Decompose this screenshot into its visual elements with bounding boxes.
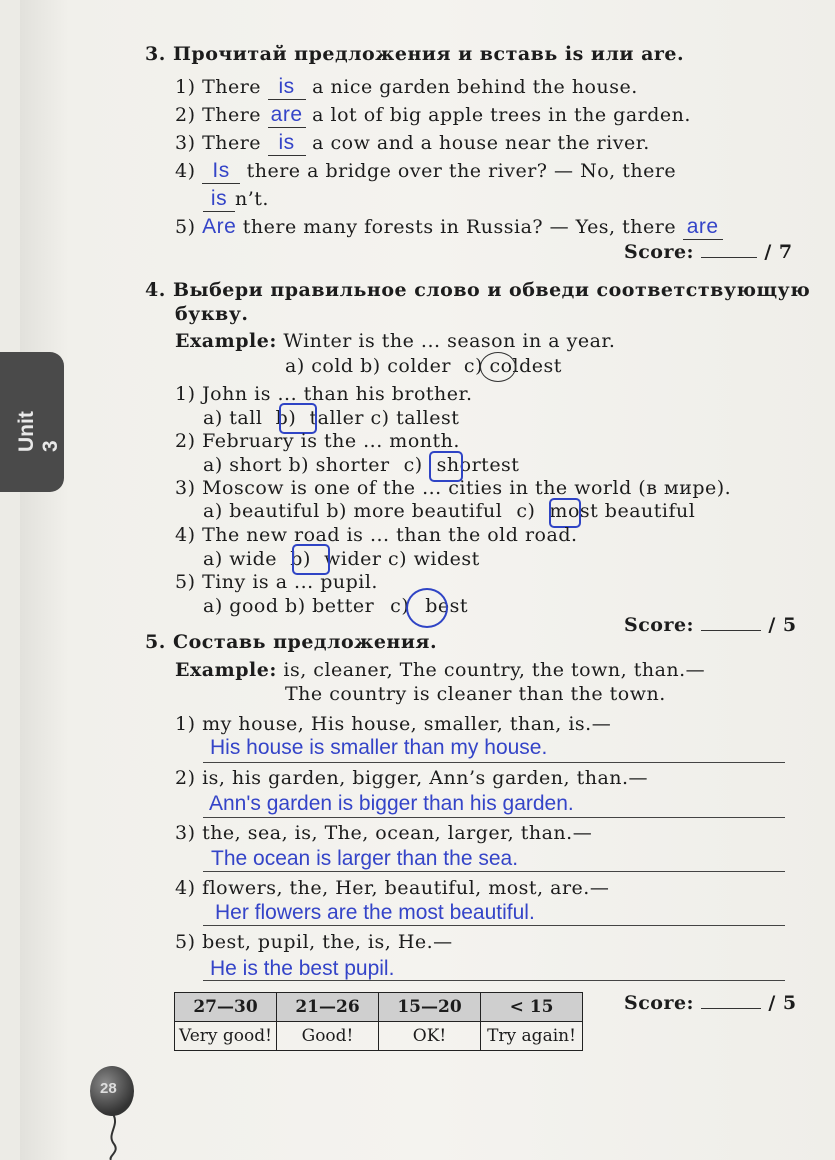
ex5-item-5	[175, 931, 453, 953]
ex4-item-2-options	[203, 454, 519, 476]
exercise-3-instruction: Прочитай предложения и вставь is или are.	[172, 43, 685, 65]
option-c-letter: c)	[390, 595, 410, 617]
grade-range: 27—30	[175, 993, 277, 1022]
page-number: 28	[100, 1080, 117, 1097]
item-text: Tiny is a ... pupil.	[202, 571, 378, 593]
item-number: 1)	[175, 383, 196, 405]
option-a: a) good	[203, 595, 279, 617]
ex3-item-3	[175, 131, 650, 156]
item-number: 5)	[175, 216, 196, 238]
ex4-item-1-options	[203, 407, 459, 429]
marked-option: c)	[463, 355, 483, 377]
option-c-letter: c)	[516, 500, 536, 522]
exercise-5-number: 5.	[145, 631, 166, 653]
answer-blank	[683, 215, 723, 240]
unit-tab-label: Unit 3	[15, 411, 62, 452]
balloon-string-icon	[100, 1112, 130, 1160]
score-total: / 7	[764, 241, 793, 263]
ex3-score	[624, 241, 793, 263]
option-b: b) more beautiful	[326, 500, 503, 522]
score-label: Score:	[624, 992, 695, 1014]
example-text: Winter is the ... season in a year.	[283, 330, 616, 352]
item-number: 4)	[175, 877, 196, 899]
option-b: b) shorter	[288, 454, 390, 476]
grade-label: Very good!	[175, 1022, 277, 1051]
item-number: 3)	[175, 822, 196, 844]
exercise-3-number: 3.	[145, 43, 166, 65]
answer-blank	[268, 103, 306, 128]
ex4-item-2	[175, 430, 460, 452]
score-blank	[701, 630, 761, 631]
grading-table	[174, 992, 583, 1051]
item-text: there a bridge over the river? — No, there	[246, 160, 677, 182]
ex5-item-2	[175, 767, 648, 789]
score-total: / 5	[768, 614, 797, 636]
ex5-answer-4: Her flowers are the most beautiful.	[215, 901, 535, 924]
handwritten-answer: is	[210, 187, 228, 210]
score-blank	[701, 257, 757, 258]
option-b: b) better	[285, 595, 375, 617]
grade-label: Good!	[277, 1022, 379, 1051]
example-answer: The country is cleaner than the town.	[285, 683, 666, 705]
score-total: / 5	[768, 992, 797, 1014]
score-blank	[701, 1008, 761, 1009]
ex4-item-4-options	[203, 548, 480, 570]
option-b: taller	[309, 407, 364, 429]
item-text: There	[202, 76, 262, 98]
exercise-4-number: 4.	[145, 279, 166, 301]
exercise-5-title	[145, 631, 437, 653]
answer-blank	[203, 187, 235, 212]
writing-line	[203, 871, 785, 872]
option-b-letter: b)	[275, 407, 297, 429]
ex5-example-answer	[285, 683, 666, 705]
exercise-5-instruction: Составь предложения.	[172, 631, 438, 653]
option-c: best	[425, 595, 469, 617]
item-text: February is the ... month.	[202, 430, 460, 452]
ex4-item-1	[175, 383, 473, 405]
handwritten-answer: is	[278, 75, 295, 98]
exercise-4-title-line2	[175, 303, 249, 325]
exercise-4-instruction: Выбери правильное слово и обведи соответствующую	[172, 279, 811, 301]
example-label: Example:	[175, 330, 277, 352]
item-number: 1)	[175, 713, 196, 735]
grade-range: 21—26	[277, 993, 379, 1022]
option-a: a) tall	[203, 407, 263, 429]
ex4-item-3-options	[203, 500, 695, 522]
unit-side-tab	[0, 352, 64, 492]
handwritten-answer: Are	[202, 215, 237, 238]
item-words: flowers, the, Her, beautiful, most, are.—	[202, 877, 610, 899]
ex5-score	[624, 992, 797, 1014]
ex3-item-4	[175, 159, 676, 184]
option-a: a) short	[203, 454, 282, 476]
item-words: my house, His house, smaller, than, is.—	[202, 713, 612, 735]
score-label: Score:	[624, 614, 695, 636]
grading-labels-row	[175, 1022, 583, 1051]
grading-ranges-row	[175, 993, 583, 1022]
example-label: Example:	[175, 659, 277, 681]
option-text: coldest	[489, 355, 562, 377]
grade-range: 15—20	[379, 993, 481, 1022]
ex3-item-2	[175, 103, 691, 128]
ex5-answer-1: His house is smaller than my house.	[210, 736, 548, 759]
item-words: the, sea, is, The, ocean, larger, than.—	[202, 822, 593, 844]
ex4-item-4	[175, 524, 578, 546]
item-number: 2)	[175, 767, 196, 789]
option-b-letter: b)	[290, 548, 311, 570]
handwritten-answer: are	[686, 215, 719, 238]
ex5-answer-3: The ocean is larger than the sea.	[211, 847, 519, 870]
item-words: is, his garden, bigger, Ann’s garden, than.—	[202, 767, 649, 789]
exercise-4-title	[145, 279, 810, 301]
option-text: a) cold b) colder	[285, 355, 451, 377]
ex4-example-options	[285, 355, 562, 377]
option-a: a) wide	[203, 548, 278, 570]
item-number: 2)	[175, 104, 196, 126]
option-c: shortest	[436, 454, 520, 476]
item-text: There	[202, 132, 262, 154]
writing-line	[203, 817, 785, 818]
ex4-example	[175, 330, 615, 352]
answer-blank	[202, 159, 240, 184]
item-number: 4)	[175, 160, 196, 182]
item-number: 3)	[175, 477, 196, 499]
example-words: is, cleaner, The country, the town, than.—	[283, 659, 706, 681]
ex4-item-5	[175, 571, 378, 593]
item-number: 5)	[175, 571, 196, 593]
grade-label: OK!	[379, 1022, 481, 1051]
item-text: John is ... than his brother.	[202, 383, 473, 405]
item-words: best, pupil, the, is, He.—	[202, 931, 453, 953]
item-text: a lot of big apple trees in the garden.	[312, 104, 691, 126]
grade-range: < 15	[481, 993, 583, 1022]
ex5-item-4	[175, 877, 609, 899]
writing-line	[203, 762, 785, 763]
ex3-item-5	[175, 215, 723, 240]
answer-blank	[268, 75, 306, 100]
example-circle	[480, 352, 516, 382]
answer-blank	[268, 131, 306, 156]
ex3-item-4-continued	[203, 187, 269, 212]
item-number: 5)	[175, 931, 196, 953]
exercise-4-instruction-cont: букву.	[175, 303, 249, 325]
handwritten-answer: Is	[212, 159, 230, 182]
item-text: The new road is ... than the old road.	[202, 524, 578, 546]
item-number: 2)	[175, 430, 196, 452]
writing-line	[203, 925, 785, 926]
ex5-answer-2: Ann's garden is bigger than his garden.	[209, 792, 574, 815]
option-c: c) widest	[388, 548, 480, 570]
item-text: n’t.	[235, 188, 269, 210]
item-text: a nice garden behind the house.	[312, 76, 638, 98]
ex4-score	[624, 614, 797, 636]
item-number: 3)	[175, 132, 196, 154]
page-number-balloon	[90, 1066, 134, 1116]
option-a: a) beautiful	[203, 500, 320, 522]
ex5-item-1	[175, 713, 611, 735]
option-b: wider	[324, 548, 382, 570]
handwritten-answer: is	[278, 131, 295, 154]
item-text: Moscow is one of the ... cities in the world (в мире).	[202, 477, 732, 499]
writing-line	[203, 980, 785, 981]
ex3-item-1	[175, 75, 638, 100]
item-number: 4)	[175, 524, 196, 546]
item-text: a cow and a house near the river.	[312, 132, 650, 154]
exercise-3-title	[145, 43, 684, 65]
ex5-item-3	[175, 822, 592, 844]
option-c: most beautiful	[549, 500, 696, 522]
item-number: 1)	[175, 76, 196, 98]
grade-label: Try again!	[481, 1022, 583, 1051]
ex5-answer-5: He is the best pupil.	[210, 957, 395, 980]
answer-circle	[406, 588, 448, 628]
ex4-item-3	[175, 477, 731, 499]
handwritten-answer: are	[270, 103, 303, 126]
item-text: there many forests in Russia? — Yes, there	[242, 216, 677, 238]
ex5-example	[175, 659, 705, 681]
item-text: There	[202, 104, 262, 126]
option-c: c) tallest	[370, 407, 460, 429]
score-label: Score:	[624, 241, 695, 263]
option-c-letter: c)	[403, 454, 423, 476]
